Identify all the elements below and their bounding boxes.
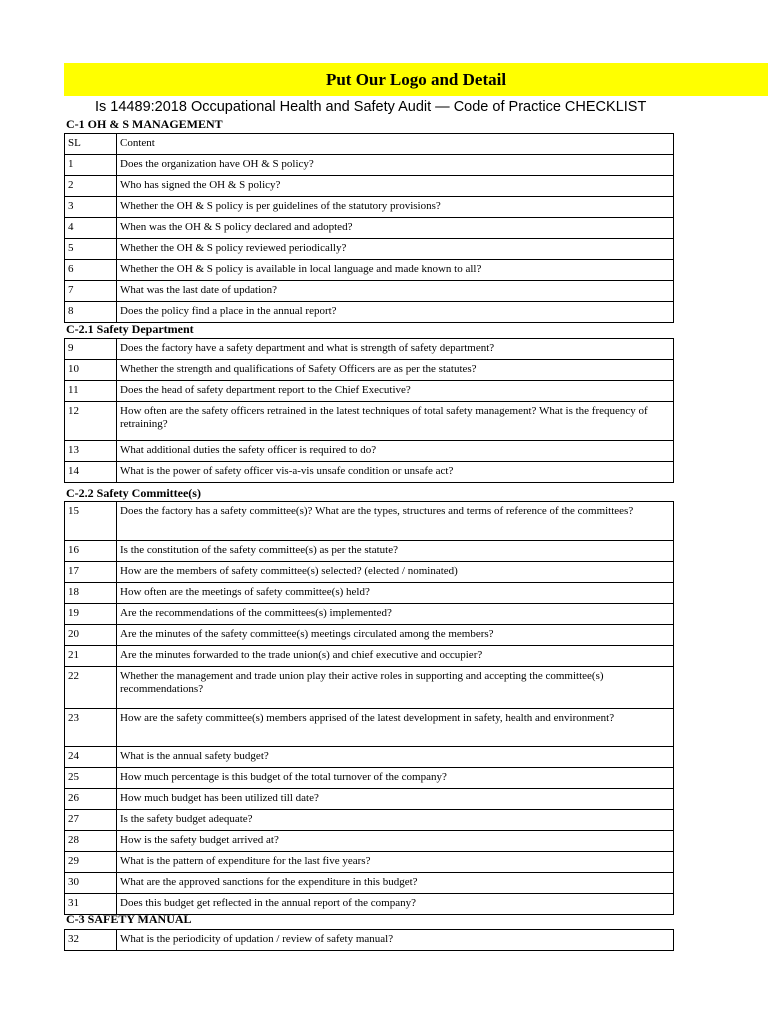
section-heading-c3: C-3 SAFETY MANUAL — [66, 912, 192, 926]
sl-cell: 1 — [65, 155, 117, 176]
sl-cell: 5 — [65, 239, 117, 260]
logo-banner — [64, 63, 768, 96]
sl-cell: 23 — [65, 709, 117, 747]
sl-cell: 31 — [65, 894, 117, 915]
sl-cell: 18 — [65, 583, 117, 604]
sl-cell: 15 — [65, 502, 117, 541]
question-cell: Does the head of safety department report to the Chief Executive? — [117, 381, 674, 402]
question-cell: Whether the OH & S policy is available in local language and made known to all? — [117, 260, 674, 281]
question-cell: Does the factory have a safety department and what is strength of safety department? — [117, 339, 674, 360]
question-cell: When was the OH & S policy declared and adopted? — [117, 218, 674, 239]
checklist-table-c2-2 — [64, 501, 674, 915]
table-row — [65, 810, 674, 831]
question-cell: What was the last date of updation? — [117, 281, 674, 302]
table-row — [65, 218, 674, 239]
table-row — [65, 281, 674, 302]
question-cell: How much budget has been utilized till date? — [117, 789, 674, 810]
table-row — [65, 155, 674, 176]
sl-cell: 25 — [65, 768, 117, 789]
table-row — [65, 583, 674, 604]
sl-cell: 29 — [65, 852, 117, 873]
sl-cell: 19 — [65, 604, 117, 625]
table-row — [65, 502, 674, 541]
sl-cell: 27 — [65, 810, 117, 831]
checklist-table-c3 — [64, 929, 674, 951]
table-row — [65, 873, 674, 894]
banner-text: Put Our Logo and Detail — [325, 69, 507, 89]
sl-cell: 24 — [65, 747, 117, 768]
section-heading-c1: C-1 OH & S MANAGEMENT — [66, 117, 223, 131]
sl-cell: 28 — [65, 831, 117, 852]
document-title: Is 14489:2018 Occupational Health and Safety Audit — Code of Practice CHECKLIST — [95, 99, 647, 115]
table-row — [65, 197, 674, 218]
question-cell: How often are the meetings of safety committee(s) held? — [117, 583, 674, 604]
question-cell: Does the policy find a place in the annual report? — [117, 302, 674, 323]
sl-cell: 7 — [65, 281, 117, 302]
table-row — [65, 646, 674, 667]
checklist-table-c2-1 — [64, 338, 674, 483]
table-row — [65, 852, 674, 873]
sl-cell: 30 — [65, 873, 117, 894]
sl-cell: 13 — [65, 441, 117, 462]
sl-cell: 16 — [65, 541, 117, 562]
sl-cell: 10 — [65, 360, 117, 381]
sl-cell: 12 — [65, 402, 117, 441]
question-cell: Whether the strength and qualifications of Safety Officers are as per the statutes? — [117, 360, 674, 381]
question-cell: Does the factory has a safety committee(s)? What are the types, structures and terms of reference of the committees? — [117, 502, 674, 541]
question-cell: What are the approved sanctions for the expenditure in this budget? — [117, 873, 674, 894]
question-cell: Is the safety budget adequate? — [117, 810, 674, 831]
sl-cell: 22 — [65, 667, 117, 709]
sl-cell: 32 — [65, 930, 117, 951]
question-cell: What is the annual safety budget? — [117, 747, 674, 768]
table-row — [65, 339, 674, 360]
question-cell: How is the safety budget arrived at? — [117, 831, 674, 852]
question-cell: Does this budget get reflected in the annual report of the company? — [117, 894, 674, 915]
section-heading-c2-2: C-2.2 Safety Committee(s) — [66, 486, 201, 500]
table-row — [65, 709, 674, 747]
table-row — [65, 768, 674, 789]
question-cell: How are the members of safety committee(s) selected? (elected / nominated) — [117, 562, 674, 583]
question-cell: What additional duties the safety officer is required to do? — [117, 441, 674, 462]
table-row — [65, 831, 674, 852]
sl-cell: 6 — [65, 260, 117, 281]
sl-cell: 8 — [65, 302, 117, 323]
question-cell: What is the power of safety officer vis-a-vis unsafe condition or unsafe act? — [117, 462, 674, 483]
sl-cell: 14 — [65, 462, 117, 483]
table-row — [65, 604, 674, 625]
question-cell: Does the organization have OH & S policy? — [117, 155, 674, 176]
table-header-row — [65, 134, 674, 155]
section-heading-c2-1: C-2.1 Safety Department — [66, 322, 194, 336]
sl-cell: 3 — [65, 197, 117, 218]
sl-cell: 20 — [65, 625, 117, 646]
question-cell: What is the pattern of expenditure for the last five years? — [117, 852, 674, 873]
table-row — [65, 302, 674, 323]
question-cell: Is the constitution of the safety committee(s) as per the statute? — [117, 541, 674, 562]
question-cell: Are the minutes forwarded to the trade union(s) and chief executive and occupier? — [117, 646, 674, 667]
table-row — [65, 541, 674, 562]
table-row — [65, 667, 674, 709]
sl-header: SL — [65, 134, 117, 155]
table-row — [65, 930, 674, 951]
sl-cell: 2 — [65, 176, 117, 197]
table-row — [65, 462, 674, 483]
checklist-table-c1 — [64, 133, 674, 323]
question-cell: How much percentage is this budget of the total turnover of the company? — [117, 768, 674, 789]
table-row — [65, 441, 674, 462]
sl-cell: 9 — [65, 339, 117, 360]
question-cell: What is the periodicity of updation / review of safety manual? — [117, 930, 674, 951]
table-row — [65, 625, 674, 646]
content-header: Content — [117, 134, 674, 155]
table-row — [65, 402, 674, 441]
question-cell: Are the recommendations of the committees(s) implemented? — [117, 604, 674, 625]
table-row — [65, 789, 674, 810]
sl-cell: 11 — [65, 381, 117, 402]
table-row — [65, 239, 674, 260]
question-cell: Are the minutes of the safety committee(s) meetings circulated among the members? — [117, 625, 674, 646]
question-cell: How often are the safety officers retrained in the latest techniques of total safety management? What is the frequency of retraining? — [117, 402, 674, 441]
table-row — [65, 260, 674, 281]
sl-cell: 4 — [65, 218, 117, 239]
question-cell: Whether the OH & S policy is per guidelines of the statutory provisions? — [117, 197, 674, 218]
table-row — [65, 176, 674, 197]
question-cell: Who has signed the OH & S policy? — [117, 176, 674, 197]
sl-cell: 17 — [65, 562, 117, 583]
question-cell: Whether the OH & S policy reviewed periodically? — [117, 239, 674, 260]
sl-cell: 21 — [65, 646, 117, 667]
sl-cell: 26 — [65, 789, 117, 810]
question-cell: How are the safety committee(s) members apprised of the latest development in safety, health and environment? — [117, 709, 674, 747]
table-row — [65, 360, 674, 381]
table-row — [65, 747, 674, 768]
table-row — [65, 381, 674, 402]
question-cell: Whether the management and trade union play their active roles in supporting and accepting the committee(s) recommendations? — [117, 667, 674, 709]
table-row — [65, 562, 674, 583]
